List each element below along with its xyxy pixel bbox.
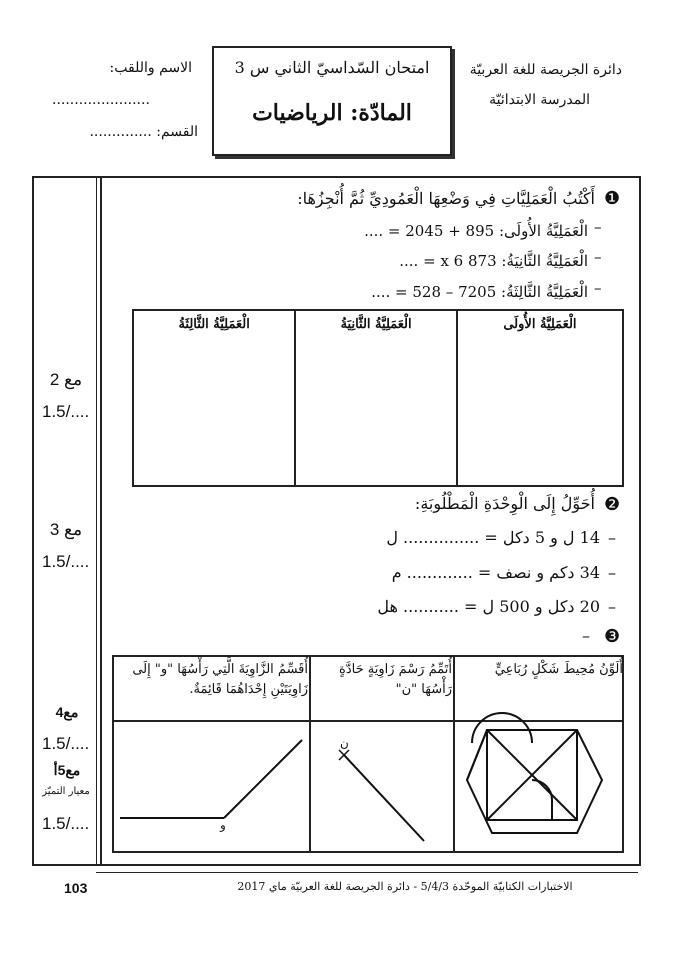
- ops-col-1[interactable]: الْعَمَلِيَّةُ الأُولَى: [457, 310, 623, 486]
- angle-n-figure: [339, 750, 424, 841]
- class-label: القسم: ..............: [89, 124, 198, 140]
- q1-line-1: الْعَمَلِيَّةُ الأُولَى: 895 + 2045 = ....: [364, 222, 588, 240]
- district-name: دائرة الجريصة للغة العربيّة: [469, 62, 622, 78]
- criterion-5-sub: معيار التميّز: [42, 786, 90, 797]
- subject-title: المادّة: الرياضيات: [252, 100, 412, 126]
- q1-dash-2: –: [594, 248, 602, 266]
- q3-header-3: أُقَسِّمُ الزَّاوِيَةَ الَّتِي رَأْسُهَا "و" إِلَى زَاوِيَتَيْنِ إِحْدَاهُمَا قَائِمَةٌ.: [132, 662, 308, 697]
- page-number: 103: [64, 880, 88, 896]
- q1-line-3: الْعَمَلِيَّةُ الثَّالِثَةُ: 7205 – 528 = ....: [371, 283, 588, 301]
- q1-dash-1: –: [594, 218, 602, 236]
- criterion-2-label: مع 2: [49, 370, 83, 389]
- vertex-n-label: ن: [340, 736, 349, 750]
- top-semicircle: [472, 713, 532, 743]
- criterion-4-score[interactable]: 1.5/....: [42, 734, 90, 753]
- criterion-5-score[interactable]: 1.5/....: [42, 814, 90, 833]
- q2-dash-2: –: [608, 563, 616, 582]
- q1-badge: ❶: [604, 188, 621, 209]
- vertex-w-label: و: [220, 818, 226, 832]
- q2-line-3: 20 دكل و 500 ل = ........... هل: [377, 597, 600, 616]
- criterion-4-label: مع4: [55, 704, 79, 720]
- margin-divider: [100, 176, 102, 866]
- operations-table: [132, 309, 624, 487]
- criterion-5-label: مع5أ: [53, 762, 81, 778]
- q3-header-1: أُلَوِّنُ مُحِيطَ شَكْلٍ رُبَاعِيٍّ: [494, 662, 623, 677]
- school-name: المدرسة الابتدائيّة: [489, 92, 590, 108]
- q3-header-2: أُتَمِّمُ رَسْمَ زَاوِيَةٍ حَادَّةٍ رَأْسُهَا "ن": [339, 662, 452, 697]
- angle-w-figure: [120, 740, 302, 818]
- ops-col-3[interactable]: الْعَمَلِيَّةُ الثَّالِثَةُ: [133, 310, 295, 486]
- q1-line-2: الْعَمَلِيَّةُ الثَّانِيَةُ: 873 x 6 = ....: [399, 252, 588, 270]
- student-name-dots: ......................: [52, 92, 150, 108]
- q2-dash-1: –: [608, 528, 616, 547]
- footer-rule: [96, 872, 638, 873]
- ops-col-2[interactable]: الْعَمَلِيَّةُ الثَّانِيَةُ: [295, 310, 457, 486]
- q2-line-1: 14 ل و 5 دكل = ............... ل: [386, 528, 600, 547]
- margin-divider-inner: [96, 176, 97, 866]
- exam-title: امتحان السّداسيّ الثاني س 3: [234, 58, 430, 77]
- exam-title-box: [212, 46, 452, 156]
- q3-badge: ❸: [604, 626, 621, 647]
- q3-dash: –: [582, 626, 590, 645]
- q2-line-2: 34 دكم و نصف = ............. م: [391, 563, 600, 582]
- q2-badge: ❷: [604, 494, 621, 515]
- quadrilateral-figure: [467, 713, 602, 833]
- q2-title: أُحَوِّلُ إِلَى الْوِحْدَةِ الْمَطْلُوبَةِ:: [414, 494, 595, 513]
- criterion-3-label: مع 3: [49, 520, 83, 539]
- criterion-2-score[interactable]: 1.5/....: [42, 402, 90, 421]
- q1-title: أَكْتُبُ الْعَمَلِيَّاتِ فِي وَضْعِهَا الْعَمُودِيِّ ثُمَّ أُنْجِزُهَا:: [297, 189, 595, 208]
- footer-text: الاختبارات الكتابيّة الموحّدة 5/4/3 - دائرة الجريصة للغة العربيّة ماي 2017: [237, 880, 573, 893]
- q2-dash-3: –: [608, 597, 616, 616]
- criterion-3-score[interactable]: 1.5/....: [42, 552, 90, 571]
- student-name-label: الاسم واللقب:: [109, 60, 192, 76]
- q1-dash-3: –: [594, 279, 602, 297]
